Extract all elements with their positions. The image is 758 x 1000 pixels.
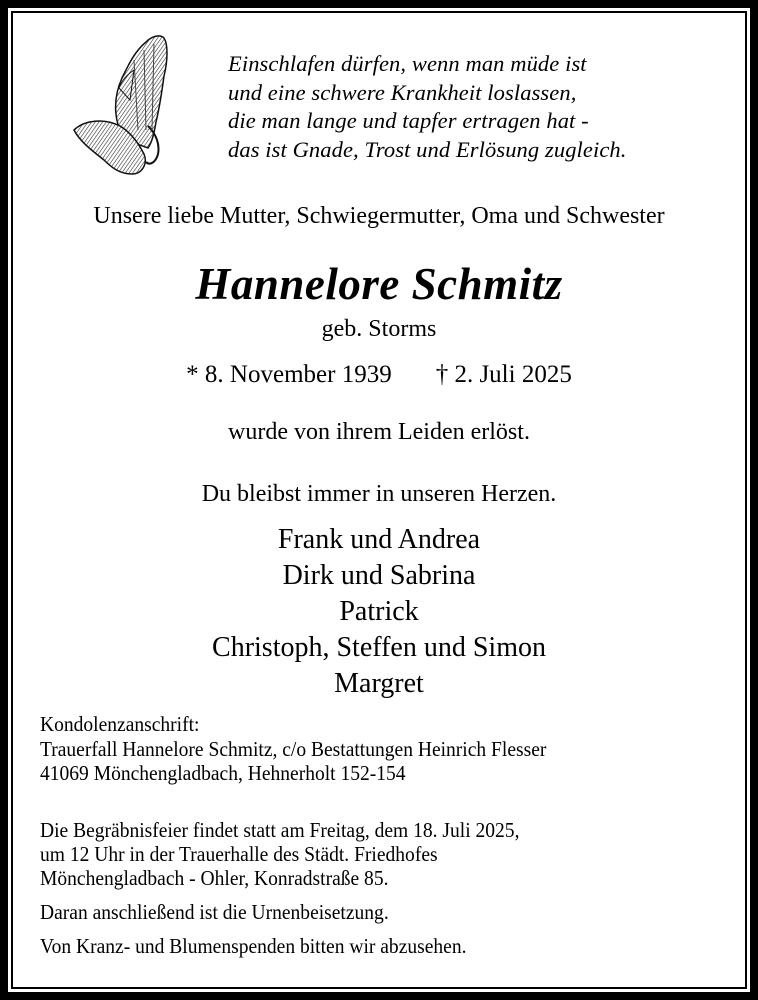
poem-line: die man lange und tapfer ertragen hat - xyxy=(228,108,589,133)
mourner: Christoph, Steffen und Simon xyxy=(212,632,546,663)
poem-line: und eine schwere Krankheit loslassen, xyxy=(228,79,577,105)
flowers-note: Von Kranz- und Blumenspenden bitten wir abzusehen. xyxy=(40,934,467,958)
funeral-line: um 12 Uhr in der Trauerhalle des Städt. Friedhofes xyxy=(40,842,438,866)
death-date: † 2. Juli 2025 xyxy=(435,361,572,388)
praying-hands-icon xyxy=(64,30,184,180)
funeral-info xyxy=(40,818,519,958)
mourner: Dirk und Sabrina xyxy=(282,560,476,591)
funeral-line: Mönchengladbach - Ohler, Konradstraße 85. xyxy=(40,866,389,890)
maiden-name: geb. Storms xyxy=(321,316,437,342)
intro-text: Unsere liebe Mutter, Schwiegermutter, Oma und Schwester xyxy=(93,203,665,229)
condolence-line: 41069 Mönchengladbach, Hehnerholt 152-154 xyxy=(40,761,406,785)
birth-date: * 8. November 1939 xyxy=(186,361,392,388)
condolence-label: Kondolenzanschrift: xyxy=(40,712,200,736)
deceased-name: Hannelore Schmitz xyxy=(195,259,563,309)
urn-burial-note: Daran anschließend ist die Urnenbeisetzung. xyxy=(40,900,389,924)
motto-text: Du bleibst immer in unseren Herzen. xyxy=(201,481,557,507)
mourner: Margret xyxy=(334,668,424,699)
poem-line: das ist Gnade, Trost und Erlösung zugleich. xyxy=(228,136,627,162)
poem-line: Einschlafen dürfen, wenn man müde ist xyxy=(228,51,587,76)
mourner: Patrick xyxy=(339,596,419,627)
life-dates xyxy=(0,361,758,389)
funeral-line: Die Begräbnisfeier findet statt am Freitag, dem 18. Juli 2025, xyxy=(40,818,520,842)
mourner: Frank und Andrea xyxy=(277,524,481,555)
mourners-list xyxy=(0,522,758,702)
poem xyxy=(228,50,627,164)
relief-text: wurde von ihrem Leiden erlöst. xyxy=(228,419,530,445)
condolence-line: Trauerfall Hannelore Schmitz, c/o Bestattungen Heinrich Flesser xyxy=(40,736,547,761)
condolence-address xyxy=(40,712,546,786)
